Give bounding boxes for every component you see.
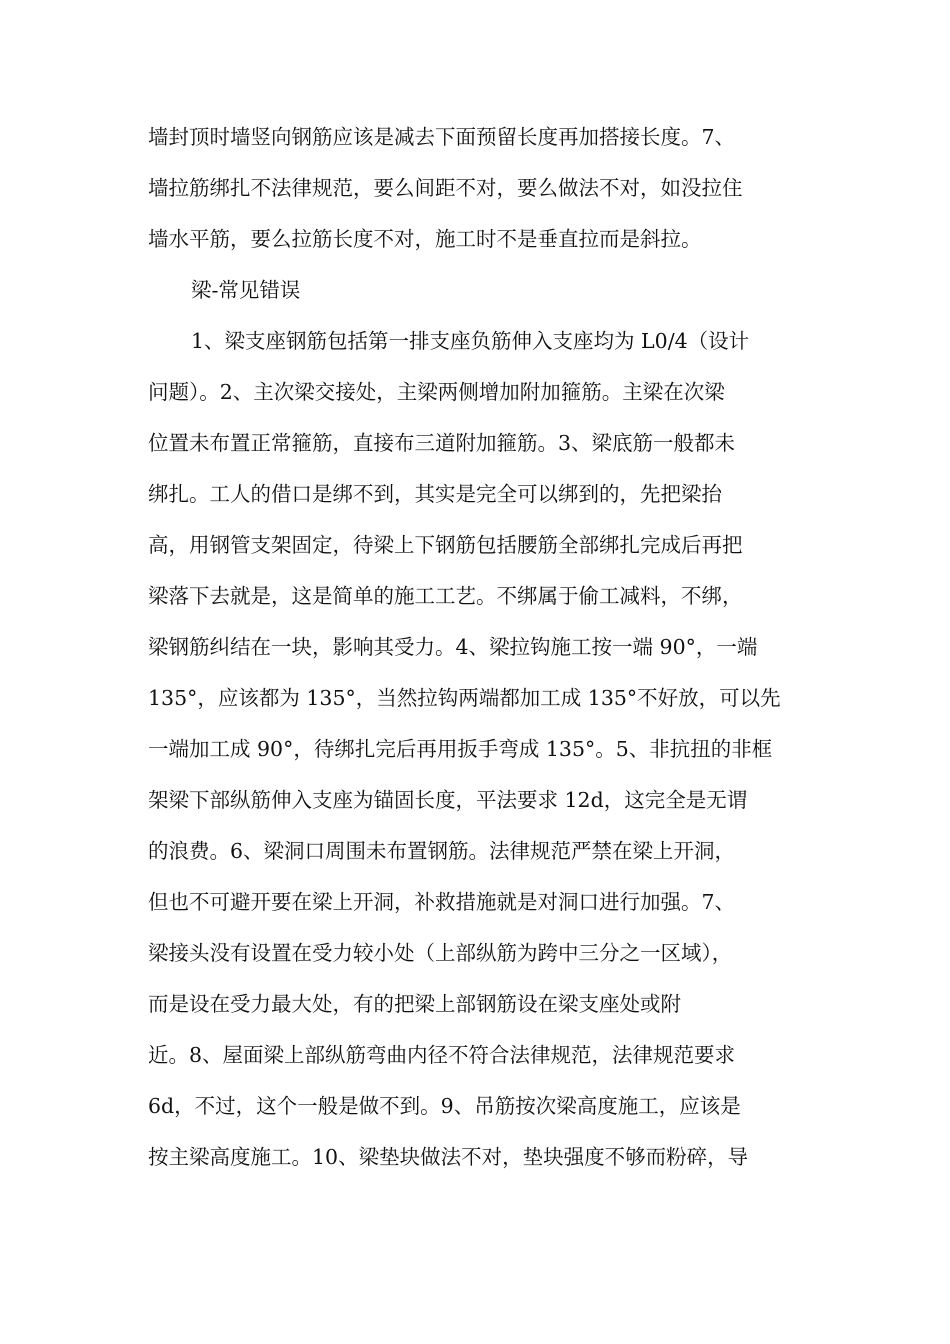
text-line: 而是设在受力最大处，有的把梁上部钢筋设在梁支座处或附 xyxy=(148,992,681,1016)
text-line: 墙水平筋，要么拉筋长度不对，施工时不是垂直拉而是斜拉。 xyxy=(148,227,702,251)
section-heading: 梁-常见错误 xyxy=(191,278,301,302)
text-line: 梁落下去就是，这是简单的施工工艺。不绑属于偷工减料，不绑， xyxy=(148,584,743,608)
text-line: 的浪费。6、梁洞口周围未布置钢筋。法律规范严禁在梁上开洞， xyxy=(148,839,736,863)
body-text xyxy=(148,112,808,1183)
text-line: 1、梁支座钢筋包括第一排支座负筋伸入支座均为 L0/4（设计 xyxy=(191,329,750,353)
text-line: 按主梁高度施工。10、梁垫块做法不对，垫块强度不够而粉碎，导 xyxy=(148,1145,749,1169)
text-line: 6d，不过，这个一般是做不到。9、吊筋按次梁高度施工，应该是 xyxy=(148,1094,741,1118)
text-line: 位置未布置正常箍筋，直接布三道附加箍筋。3、梁底筋一般都未 xyxy=(148,431,736,455)
text-line: 高，用钢管支架固定，待梁上下钢筋包括腰筋全部绑扎完成后再把 xyxy=(148,533,743,557)
text-line: 架梁下部纵筋伸入支座为锚固长度，平法要求 12d，这完全是无谓 xyxy=(148,788,748,812)
text-line: 墙封顶时墙竖向钢筋应该是减去下面预留长度再加搭接长度。7、 xyxy=(148,125,736,149)
text-line: 墙拉筋绑扎不法律规范，要么间距不对，要么做法不对，如没拉住 xyxy=(148,176,743,200)
text-line: 135°，应该都为 135°，当然拉钩两端都加工成 135°不好放，可以先 xyxy=(148,686,781,710)
text-line: 梁钢筋纠结在一块，影响其受力。4、梁拉钩施工按一端 90°，一端 xyxy=(148,635,758,659)
text-line: 一端加工成 90°，待绑扎完后再用扳手弯成 135°。5、非抗扭的非框 xyxy=(148,737,773,761)
text-line: 绑扎。工人的借口是绑不到，其实是完全可以绑到的，先把梁抬 xyxy=(148,482,722,506)
text-line: 但也不可避开要在梁上开洞，补救措施就是对洞口进行加强。7、 xyxy=(148,890,736,914)
text-line: 近。8、屋面梁上部纵筋弯曲内径不符合法律规范，法律规范要求 xyxy=(148,1043,736,1067)
text-line: 问题）。2、主次梁交接处，主梁两侧增加附加箍筋。主梁在次梁 xyxy=(148,380,725,404)
text-line: 梁接头没有设置在受力较小处（上部纵筋为跨中三分之一区域）， xyxy=(148,941,733,965)
